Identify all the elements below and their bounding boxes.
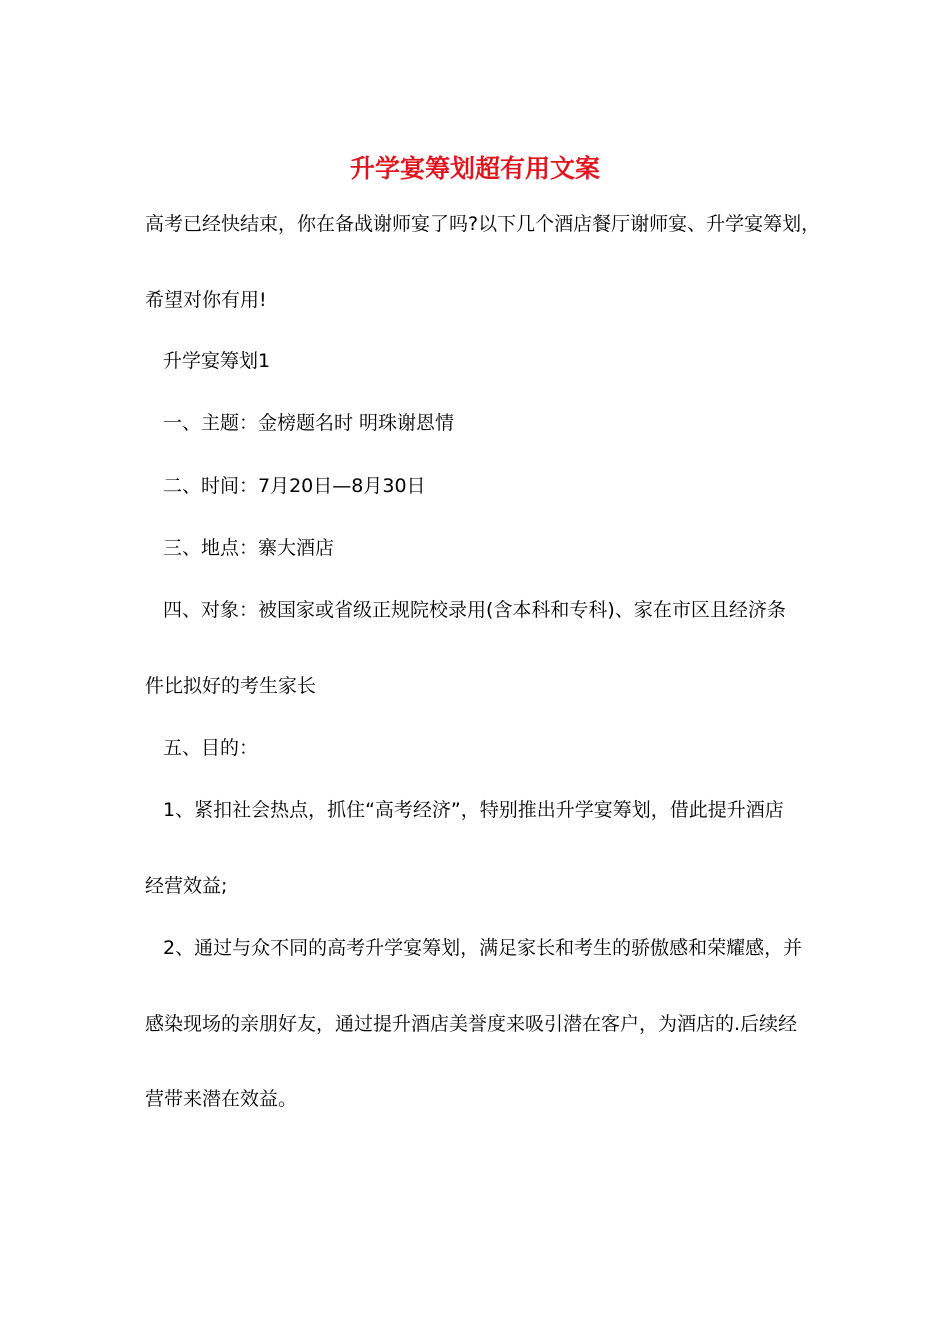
paragraph-line: 感染现场的亲朋好友，通过提升酒店美誉度来吸引潜在客户，为酒店的.后续经 [145, 1013, 798, 1035]
list-item: 二、时间：7月20日—8月30日 [163, 475, 426, 497]
paragraph-line: 希望对你有用! [145, 289, 267, 311]
list-item: 三、地点：寨大酒店 [163, 537, 335, 559]
list-item: 五、目的： [163, 737, 259, 759]
list-item: 1、紧扣社会热点，抓住“高考经济”，特别推出升学宴筹划，借此提升酒店 [163, 799, 784, 821]
paragraph-line: 营带来潜在效益。 [145, 1088, 298, 1110]
list-item: 一、主题：金榜题名时 明珠谢恩情 [163, 412, 455, 434]
section-heading: 升学宴筹划1 [163, 350, 271, 372]
paragraph-line: 经营效益; [145, 875, 228, 897]
document-title: 升学宴筹划超有用文案 [349, 154, 600, 183]
list-item: 2、通过与众不同的高考升学宴筹划，满足家长和考生的骄傲感和荣耀感，并 [163, 937, 803, 959]
paragraph-line: 件比拟好的考生家长 [145, 675, 317, 697]
paragraph-line: 高考已经快结束，你在备战谢师宴了吗?以下几个酒店餐厅谢师宴、升学宴筹划， [145, 213, 821, 235]
list-item: 四、对象：被国家或省级正规院校录用(含本科和专科)、家在市区且经济条 [163, 599, 786, 621]
